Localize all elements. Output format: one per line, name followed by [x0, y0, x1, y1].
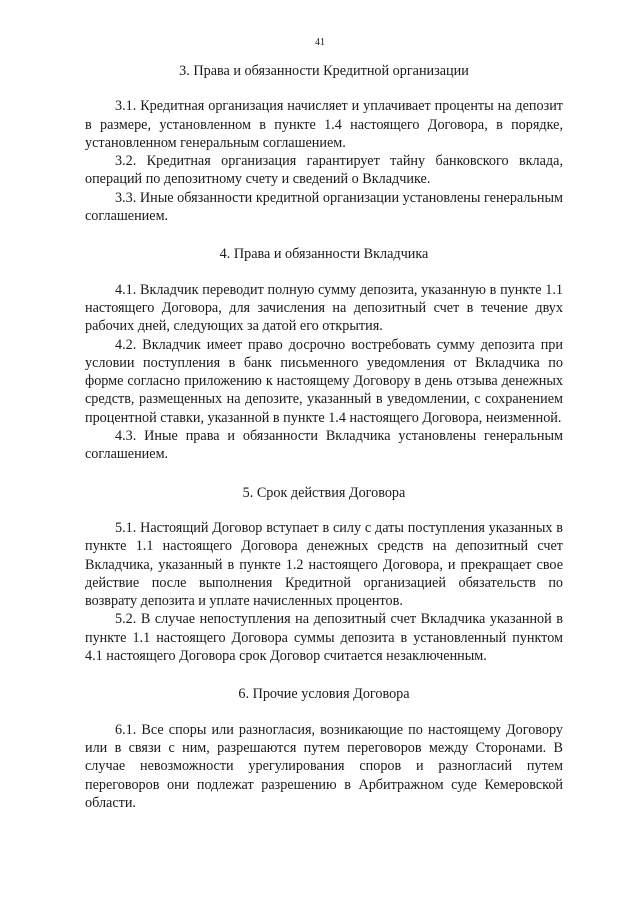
section-5	[85, 484, 563, 666]
section-heading: 4. Права и обязанности Вкладчика	[219, 246, 429, 263]
section-heading: 5. Срок действия Договора	[242, 484, 406, 501]
section-heading: 3. Права и обязанности Кредитной организации	[179, 63, 469, 79]
section-4	[85, 245, 563, 463]
paragraph: 6.1. Все споры или разногласия, возникающие по настоящему Договору или в связи с ним, разрешаются путем переговоров между Сторонами. В случае невозможности урегулирования споров и разногласий путем переговоров они подлежат разрешению в Арбитражном суде Кемеровской области.	[85, 721, 563, 811]
paragraph: 5.2. В случае непоступления на депозитный счет Вкладчика указанной в пункте 1.1 настоящего Договора суммы депозита в установленный пунктом 4.1 настоящего Договора срок Договор считается незаключенным.	[85, 611, 563, 665]
paragraph: 4.1. Вкладчик переводит полную сумму депозита, указанную в пункте 1.1 настоящего Договора, для зачисления на депозитный счет в течение двух рабочих дней, следующих за датой его открытия.	[85, 281, 563, 335]
paragraph: 4.3. Иные права и обязанности Вкладчика установлены генеральным соглашением.	[85, 428, 563, 463]
document-body	[85, 62, 563, 812]
section-heading: 6. Прочие условия Договора	[238, 686, 410, 703]
section-3	[85, 62, 563, 225]
paragraph: 5.1. Настоящий Договор вступает в силу с даты поступления указанных в пункте 1.1 настоящего Договора денежных средств на депозитный счет Вкладчика, указанный в пункте 1.2 настоящего Договора, и прекращает свое действие после выполнения Кредитной организацией обязательств по возврату депозита и уплате начисленных процентов.	[85, 519, 563, 610]
paragraph: 3.2. Кредитная организация гарантирует тайну банковского вклада, операций по депозитному счету и сведений о Вкладчике.	[85, 153, 563, 188]
paragraph: 3.1. Кредитная организация начисляет и уплачивает проценты на депозит в размере, установленном в пункте 1.4 настоящего Договора, в порядке, установленном генеральным соглашением.	[85, 98, 563, 151]
page-number: 41	[315, 37, 325, 48]
paragraph: 4.2. Вкладчик имеет право досрочно востребовать сумму депозита при условии поступления в банк письменного уведомления от Вкладчика по форме согласно приложению к настоящему Договору в день отзыва денежных средств, размещенных на депозите, указанный в уведомлении, с сохранением процентной ставки, указанной в пункте 1.4 настоящего Договора, неизменной.	[85, 336, 563, 426]
section-6	[85, 685, 563, 812]
paragraph: 3.3. Иные обязанности кредитной организации установлены генеральным соглашением.	[85, 189, 563, 225]
